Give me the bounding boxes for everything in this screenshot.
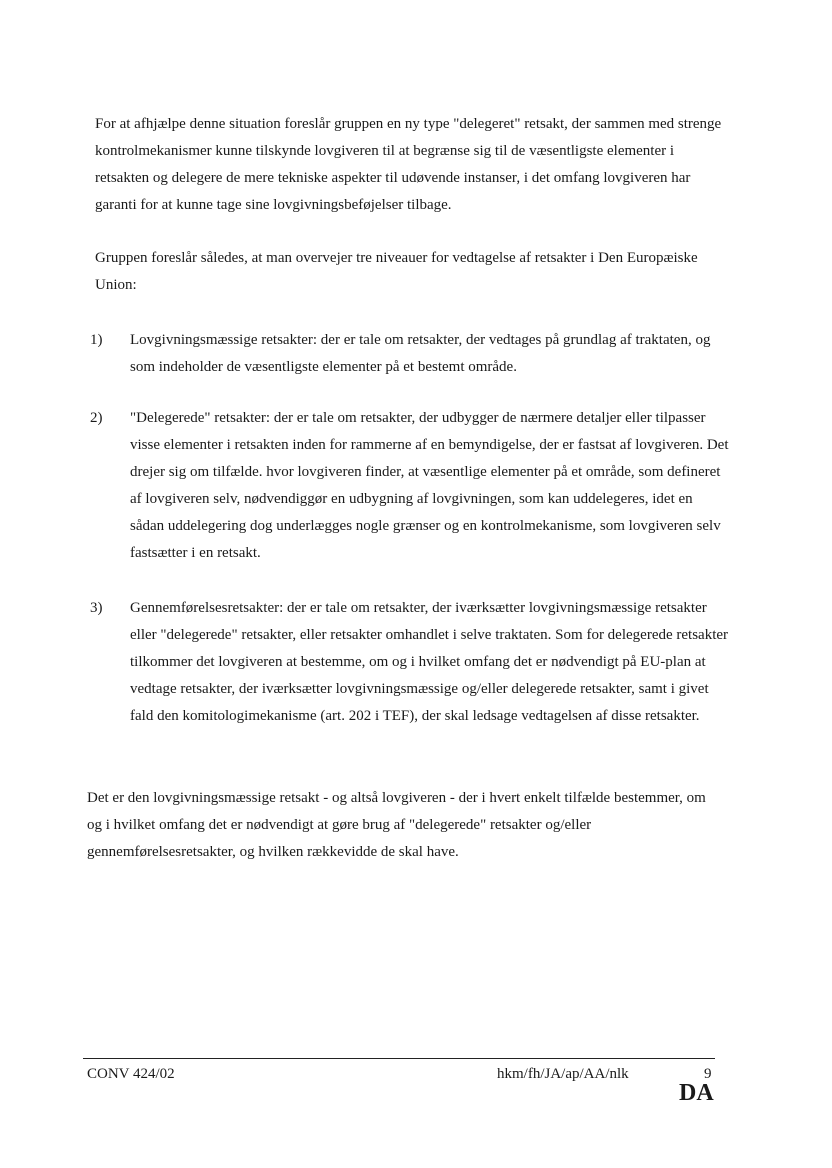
levels-paragraph: Gruppen foreslår således, at man overvejer tre niveauer for vedtagelse af retsakter i Den Europæiske Union:: [95, 250, 698, 293]
list-item-number: 1): [90, 332, 103, 348]
list-item-text: Gennemførelsesretsakter: der er tale om retsakter, der iværksætter lovgivningsmæssige retsakter eller "delegerede" retsakter, eller retsakter omhandlet i selve traktaten. Som for delegerede retsakter tilkommer det lovgiveren at bestemme, om og i hvilket omfang det er nødvendigt på EU-plan at vedtage retsakter, der iværksætter lovgivningsmæssige og/eller delegerede retsakter, samt i givet fald den komitologimekanisme (art. 202 i TEF), der skal ledsage vedtagelsen af disse retsakter.: [130, 600, 729, 724]
list-item-text: "Delegerede" retsakter: der er tale om retsakter, der udbygger de nærmere detaljer eller tilpasser visse elementer i retsakten inden for rammerne af en bemyndigelse, der er fastsat af lovgiveren. Det drejer sig om tilfælde. hvor lovgiveren finder, at væsentlige elementer på et område, som defineret af lovgiveren selv, nødvendiggør en udbygning af lovgivningen, som kan uddelegeres, idet en sådan uddelegering dog underlægges nogle grænser og en kontrolmekanisme, som lovgiveren selv fastsætter i en retsakt.: [130, 410, 729, 561]
closing-paragraph: Det er den lovgivningsmæssige retsakt - og altså lovgiveren - der i hvert enkelt tilfælde bestemmer, om og i hvilket omfang det er nødvendigt at gøre brug af "delegerede" retsakter og/eller gennemførelsesretsakter, og hvilken rækkevidde de skal have.: [87, 790, 706, 860]
list-item-text: Lovgivningsmæssige retsakter: der er tale om retsakter, der vedtages på grundlag af traktaten, og som indeholder de væsentligste elementer på et bestemt område.: [130, 332, 711, 375]
author-initials: hkm/fh/JA/ap/AA/nlk: [497, 1066, 629, 1082]
list-item-number: 2): [90, 410, 103, 426]
footer-divider: [83, 1058, 715, 1059]
page-number: 9: [704, 1066, 712, 1082]
document-reference: CONV 424/02: [87, 1066, 175, 1082]
intro-paragraph: For at afhjælpe denne situation foreslår gruppen en ny type "delegeret" retsakt, der sammen med strenge kontrolmekanismer kunne tilskynde lovgiveren til at begrænse sig til de væsentligste elementer i retsakten og delegere de mere tekniske aspekter til udøvende instanser, i det omfang lovgiveren har garanti for at kunne tage sine lovgivningsbeføjelser tilbage.: [95, 116, 722, 213]
language-code: DA: [679, 1080, 714, 1106]
list-item-number: 3): [90, 600, 103, 616]
